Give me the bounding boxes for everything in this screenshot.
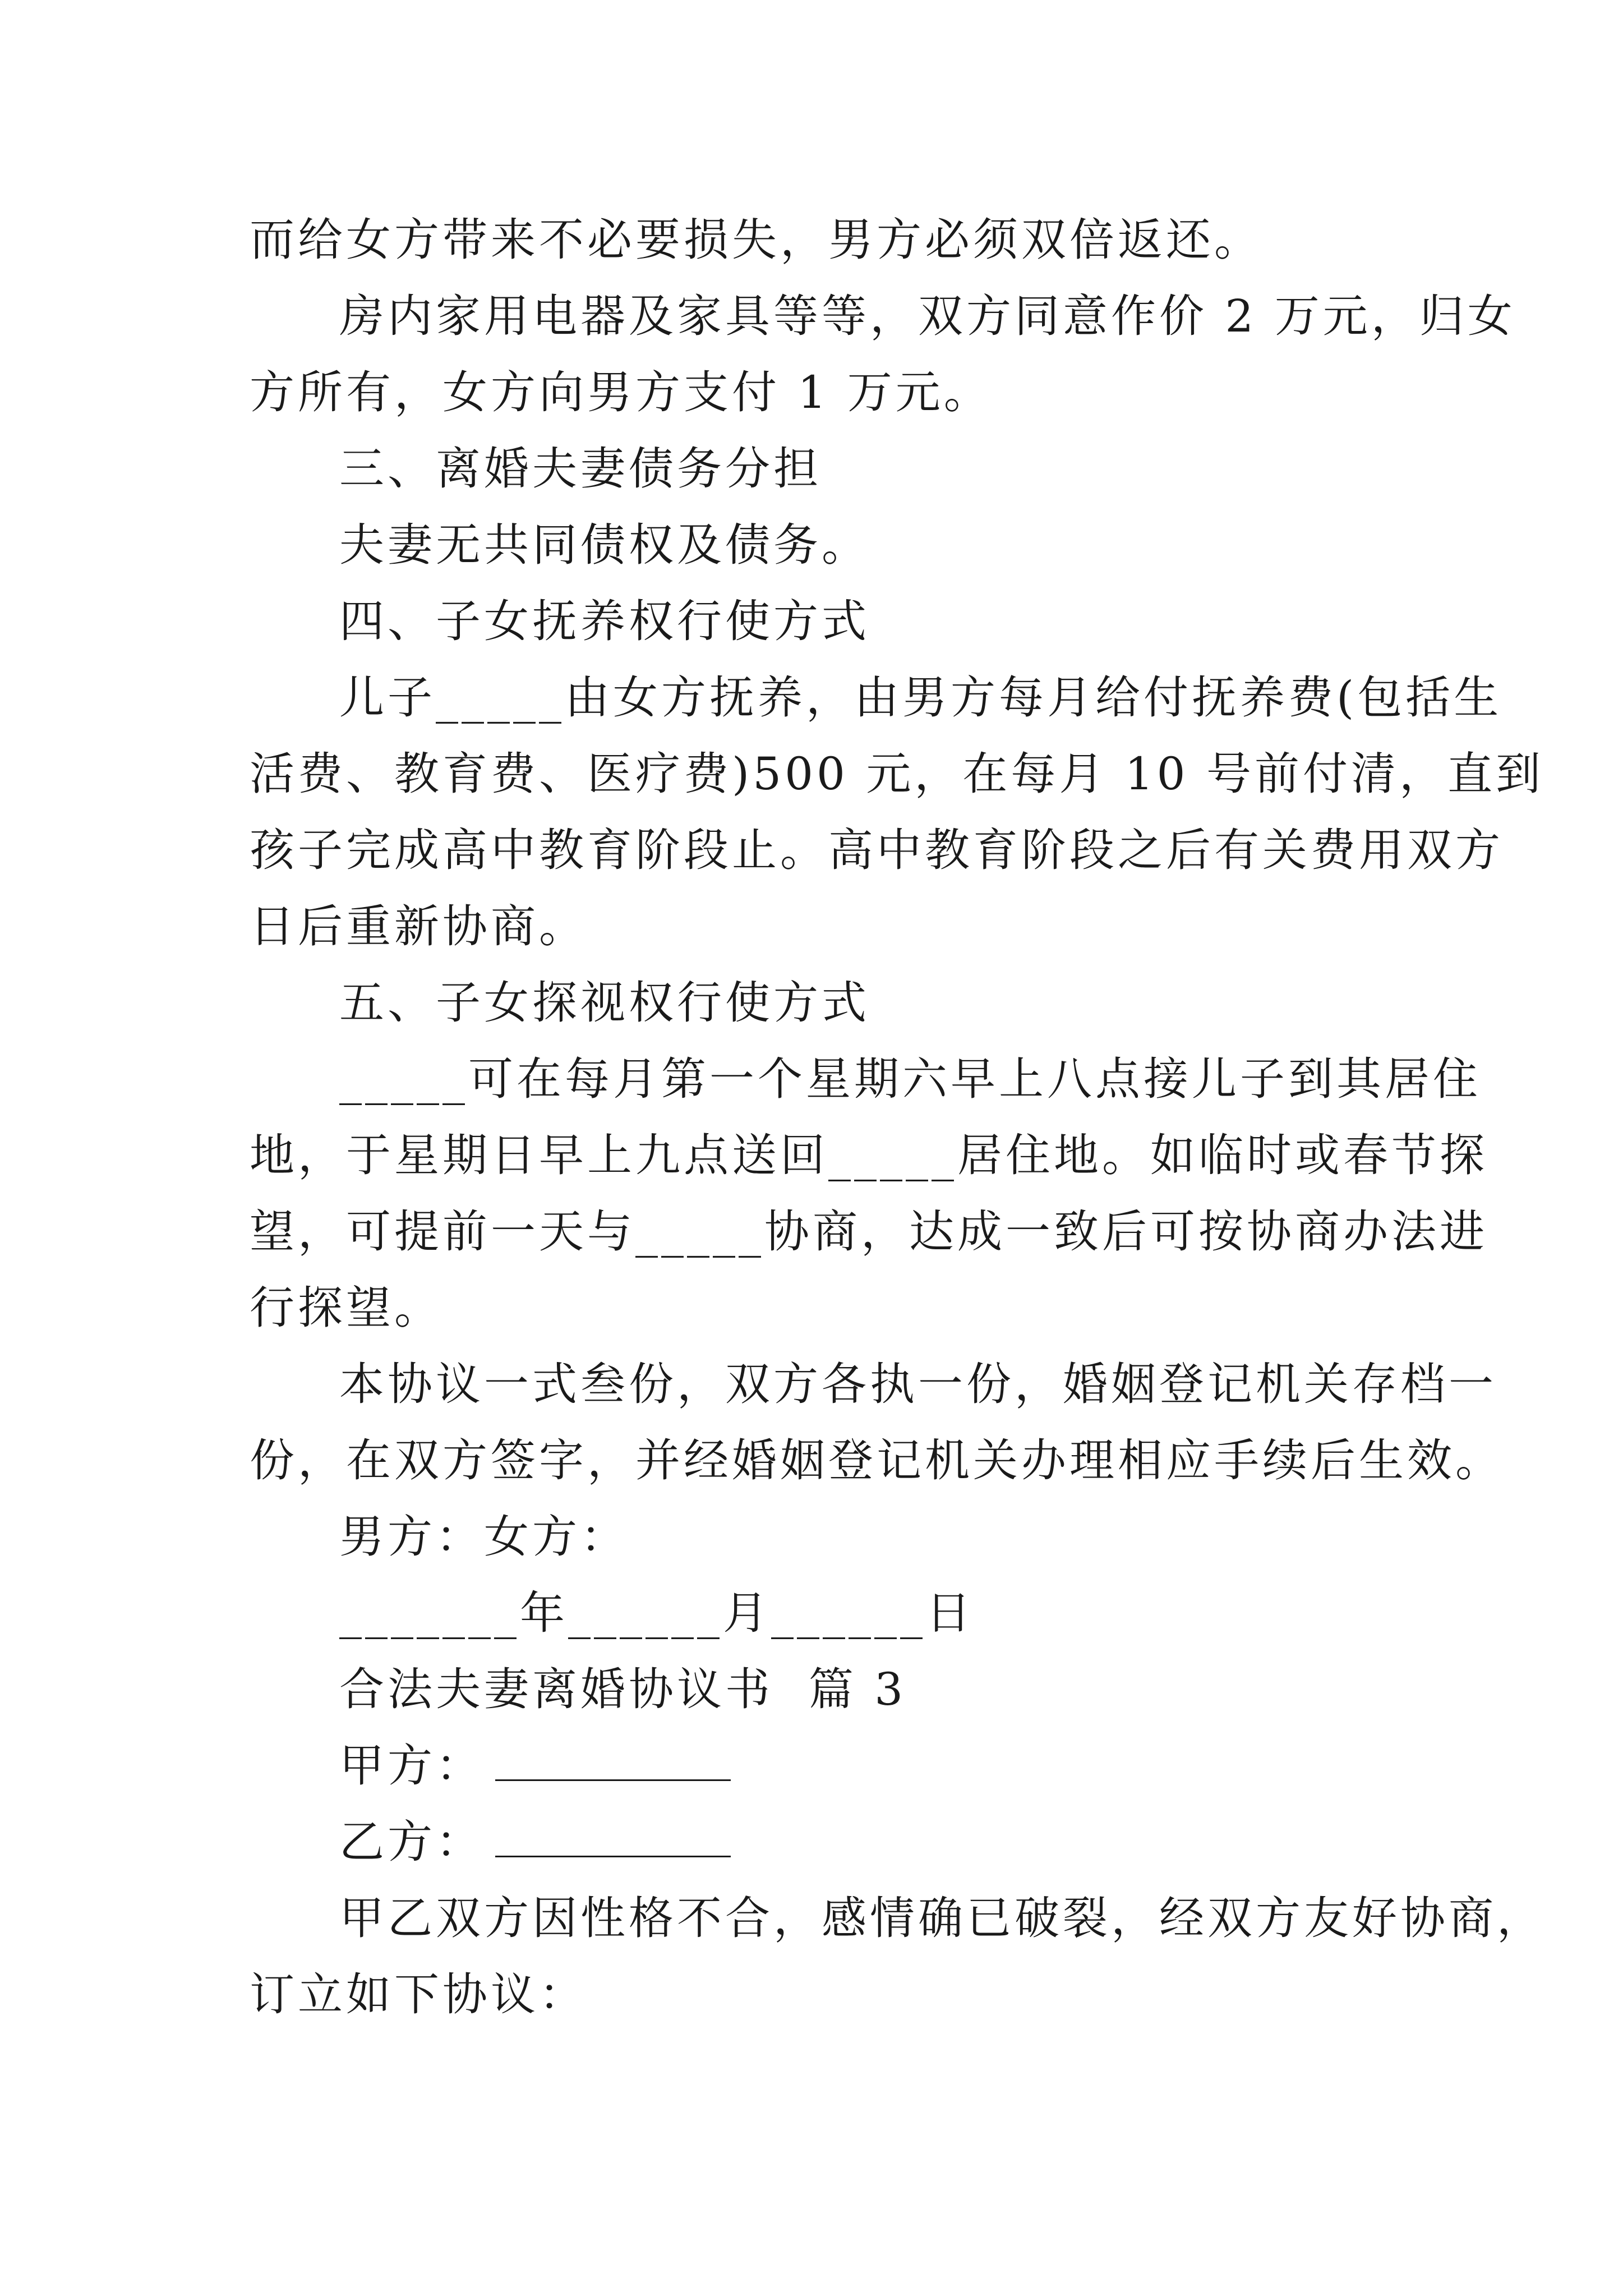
text-line: 望，可提前一天与_____协商，达成一致后可按协商办法进 — [250, 1205, 1488, 1258]
paragraph — [250, 660, 1544, 965]
paragraph — [250, 1575, 1394, 1651]
text-line: 甲乙双方因性格不合，感情确已破裂，经双方友好协商， — [339, 1892, 1545, 1944]
text-line: 而给女方带来不必要损失，男方必须双倍返还。 — [250, 214, 1262, 266]
party-b-line — [250, 1804, 1394, 1880]
text-line: 订立如下协议： — [250, 1968, 587, 2021]
party-b-label: 乙方： — [339, 1816, 484, 1868]
text-line: 孩子完成高中教育阶段止。高中教育阶段之后有关费用双方 — [250, 824, 1504, 876]
text-line: 行探望。 — [250, 1282, 442, 1334]
paragraph — [250, 1346, 1504, 1499]
text-line: 五、子女探视权行使方式 — [339, 977, 870, 1029]
closing-paragraph — [250, 1880, 1545, 2033]
paragraph — [250, 965, 1394, 1041]
text-line: 三、离婚夫妻债务分担 — [339, 443, 822, 495]
text-line: 儿子_____由女方抚养，由男方每月给付抚养费(包括生 — [339, 671, 1502, 724]
text-line: _______年______月______日 — [339, 1587, 974, 1639]
text-line: 夫妻无共同债权及债务。 — [339, 519, 870, 571]
paragraph — [250, 1041, 1488, 1346]
paragraph — [250, 1651, 1394, 1728]
text-line: 本协议一式叁份，双方各执一份，婚姻登记机关存档一 — [339, 1358, 1497, 1410]
paragraph — [250, 583, 1394, 660]
paragraph — [250, 1499, 1394, 1575]
text-line: 方所有，女方向男方支付 1 万元。 — [250, 366, 992, 418]
paragraph — [250, 202, 1394, 278]
text-line: 份，在双方签字，并经婚姻登记机关办理相应手续后生效。 — [250, 1434, 1504, 1487]
paragraph — [250, 507, 1394, 583]
paragraph-list — [250, 202, 1544, 1728]
text-line: 四、子女抚养权行使方式 — [339, 595, 870, 647]
paragraph — [250, 278, 1516, 431]
text-line: 活费、教育费、医疗费)500 元，在每月 10 号前付清，直到 — [250, 748, 1544, 800]
text-line: 男方：女方： — [339, 1511, 629, 1563]
party-a-line — [250, 1728, 1394, 1804]
paragraph — [250, 1880, 1545, 2033]
document-body — [250, 202, 1545, 2033]
text-line: 房内家用电器及家具等等，双方同意作价 2 万元，归女 — [339, 290, 1516, 342]
text-line: _____可在每月第一个星期六早上八点接儿子到其居住 — [339, 1053, 1481, 1105]
text-line: 合法夫妻离婚协议书 篇 3 — [339, 1663, 907, 1715]
party-b-signature-blank — [495, 1816, 731, 1857]
party-a-signature-blank — [495, 1740, 731, 1781]
paragraph — [250, 431, 1394, 507]
party-a-label: 甲方： — [339, 1740, 484, 1792]
text-line: 日后重新协商。 — [250, 900, 587, 953]
text-line: 地，于星期日早上九点送回_____居住地。如临时或春节探 — [250, 1129, 1488, 1181]
